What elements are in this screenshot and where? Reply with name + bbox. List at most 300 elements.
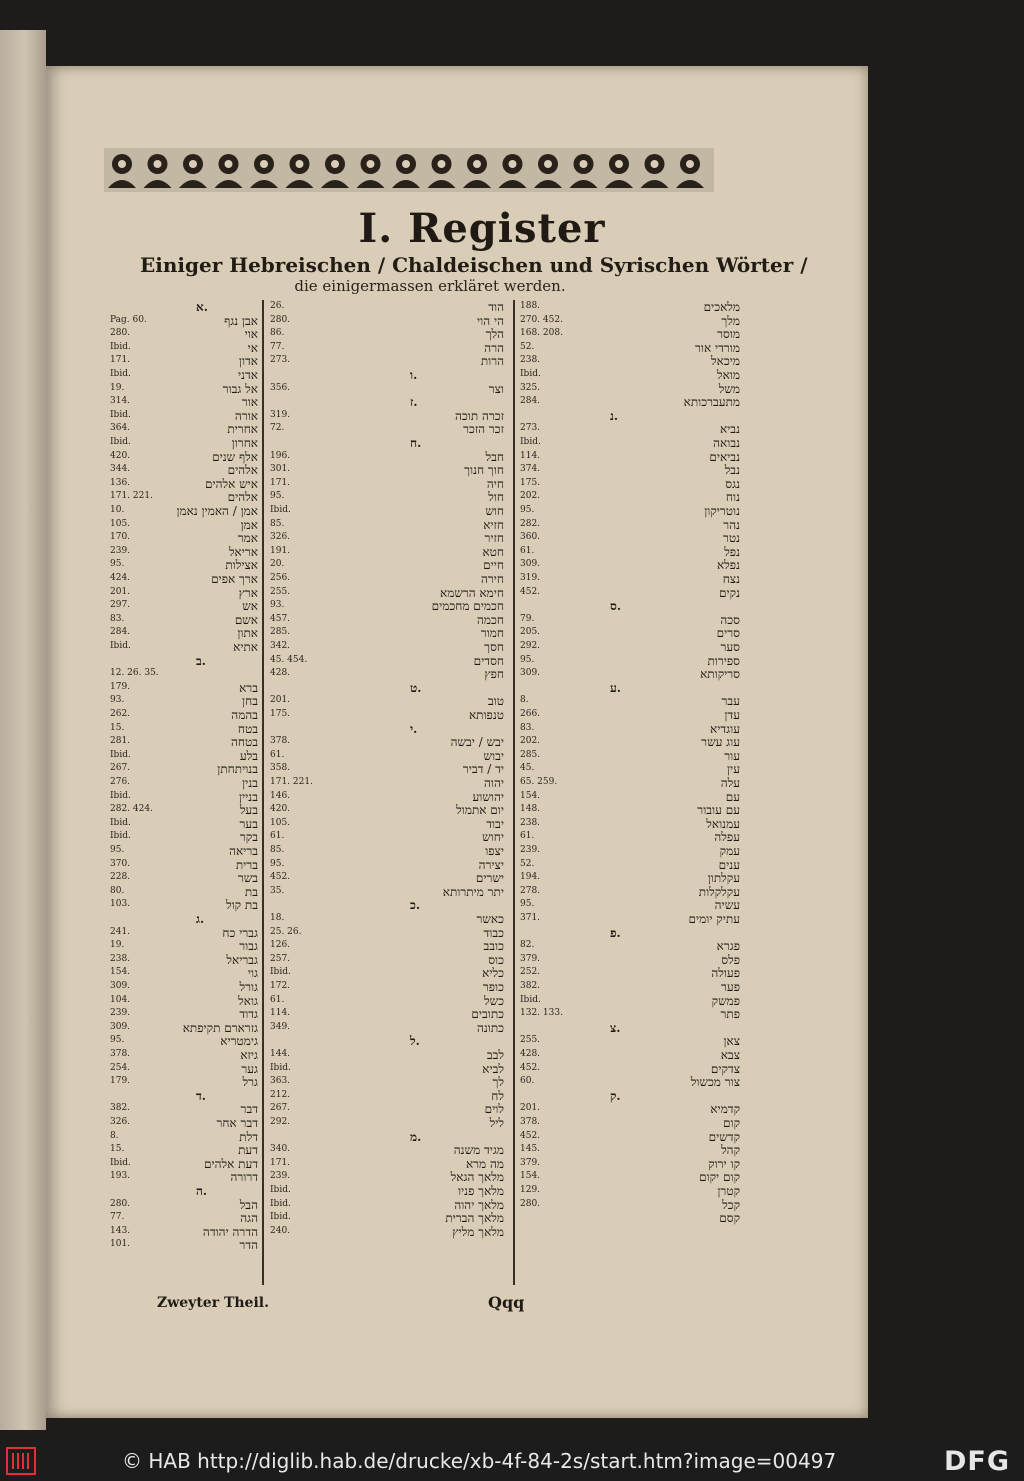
hebrew-word: יבוש [483,748,504,763]
page-reference: 205. [520,627,541,638]
page-reference: 262. [110,709,131,719]
page-reference: 255. [270,586,291,597]
page-reference: Ibid. [110,641,131,651]
page-reference: 267. [110,763,131,774]
hebrew-word: בטח [237,721,258,736]
page-reference: 61. [270,994,285,1005]
hebrew-word: קום יקום [699,1170,740,1185]
page-reference: 378. [270,736,291,747]
page-reference: Ibid. [110,817,131,828]
hebrew-word: סכה [720,612,740,627]
page-reference: 428. [270,668,291,679]
hebrew-word: עמק [719,844,740,858]
section-letter: ע. [610,680,621,695]
page-reference: 35. [270,885,285,896]
hebrew-word: גוי [247,966,258,981]
page-reference: 370. [110,858,131,869]
hebrew-word: מורדי אור [695,340,740,355]
hebrew-word: ארץ [238,585,258,600]
hebrew-word: חירה [480,572,504,586]
page-reference: 114. [520,450,541,461]
page-reference: 12. 26. 35. [110,668,159,679]
hebrew-word: בהמה [231,708,258,722]
hebrew-word: יצירה [478,857,504,872]
hebrew-word: חוך חנוך [464,463,504,478]
hebrew-word: כופר [482,980,504,994]
hebrew-word: בנויתחתן [217,762,258,777]
page-reference: 285. [520,749,541,760]
hebrew-word: בער [239,816,258,831]
hebrew-word: בריאה [229,844,258,858]
page-reference: 280. [110,328,131,339]
page-reference: 239. [110,545,131,556]
hebrew-word: לח [491,1088,504,1103]
page-reference: 61. [520,545,535,556]
hebrew-word: גבור [239,939,258,954]
page-reference: Ibid. [270,1062,291,1073]
page-reference: 297. [110,600,131,611]
hebrew-word: חזיר [484,531,504,546]
hebrew-word: סריקותא [700,667,740,682]
page-reference: 256. [270,573,291,583]
hebrew-word: אל גבור [222,381,258,396]
page-reference: 168. 208. [520,328,563,339]
column-divider [513,300,515,1285]
hebrew-word: משל [718,381,740,396]
hebrew-word: חטא [482,544,504,559]
page-reference: 378. [110,1049,131,1059]
page-reference: 280. [520,1198,541,1209]
page-reference: 374. [520,464,541,475]
hebrew-word: אבן נגף [224,313,258,328]
ornament-band [104,148,714,192]
page-reference: 238. [520,355,541,366]
hebrew-word: כאשר [476,912,504,926]
page-reference: 95. [110,1035,125,1046]
page-reference: 314. [110,396,131,407]
page-reference: 273. [520,423,541,434]
hebrew-word: אוי [244,327,258,342]
page-reference: 95. [110,559,125,570]
section-letter: פ. [610,925,621,940]
hebrew-word: מלאך יהוה [454,1197,504,1212]
page-reference: 452. [520,586,541,597]
hebrew-word: גדוד [239,1007,258,1022]
page-reference: 319. [270,409,291,420]
hebrew-word: דבר [240,1102,258,1117]
page-reference: 276. [110,777,131,787]
hebrew-word: פלס [721,952,740,967]
page-reference: 26. [270,301,285,311]
page-reference: Ibid. [110,341,131,352]
hebrew-word: חיה [486,476,504,491]
section-letter: ק. [610,1088,621,1103]
page-reference: 292. [520,641,541,651]
page-reference: 280. [270,314,291,325]
hebrew-word: חסך [484,640,504,654]
hebrew-word: כבוד [483,925,504,940]
page-reference: 45. [520,763,535,774]
hebrew-word: אלהים [227,490,258,505]
page-reference: 326. [110,1117,131,1127]
page-reference: 52. [520,341,535,352]
hebrew-word: עקלקלות [698,884,740,899]
page-reference: 360. [520,532,541,543]
hebrew-word: צבא [720,1048,740,1062]
hebrew-word: דלת [239,1129,258,1144]
hebrew-word: נפלא [716,558,740,573]
hebrew-word: מלאך הגאל [450,1170,504,1185]
page-reference: 363. [270,1076,291,1087]
hebrew-word: נבל [724,463,740,478]
hebrew-word: לוים [484,1102,504,1117]
hebrew-word: מלאך הברית [445,1211,504,1226]
page-reference: 145. [520,1144,541,1155]
hebrew-word: יהושוע [472,789,504,804]
hebrew-word: עתיק יומים [688,912,740,926]
section-letter: צ. [610,1020,621,1035]
page-reference: Ibid. [110,749,131,760]
page-reference: 8. [110,1130,119,1141]
hebrew-word: אלהים [227,463,258,478]
page-reference: 93. [270,600,285,611]
page-reference: 77. [270,341,285,352]
page-reference: 420. [270,804,291,815]
hebrew-word: נבואה [713,436,740,450]
hebrew-word: אתיא [233,640,258,654]
hebrew-word: קהל [721,1143,740,1158]
page-reference: 95. [520,899,535,910]
hebrew-word: עמנואל [706,816,740,831]
hebrew-word: חבל [485,449,504,464]
page-reference: 371. [520,913,541,923]
hebrew-word: אורה [234,408,258,423]
hebrew-word: אור [241,395,258,410]
page-reference: 292. [270,1117,291,1127]
page-reference: 309. [520,668,541,679]
page-reference: 83. [110,613,125,624]
page-reference: Ibid. [520,994,541,1005]
page-reference: 65. 259. [520,777,558,787]
page-reference: 282. [520,518,541,529]
hebrew-word: עדן [724,708,740,722]
hebrew-word: נוטריקון [704,504,740,518]
hebrew-word: ישרים [475,871,504,886]
page-reference: Ibid. [270,1212,291,1223]
page-reference: 144. [270,1049,291,1059]
page-reference: 171. 221. [270,777,313,787]
hebrew-word: אשם [234,612,258,627]
page-reference: 188. [520,301,541,311]
hebrew-word: יבש / יבשה [450,735,504,750]
page-reference: 148. [520,804,541,815]
page-reference: 201. [110,586,131,597]
page-reference: 424. [110,573,131,583]
page-reference: 25. 26. [270,926,302,937]
page-reference: 239. [270,1171,291,1182]
page-reference: 129. [520,1185,541,1195]
hebrew-word: הוד [488,300,504,314]
hebrew-word: פגרא [716,939,740,954]
hebrew-word: מלאכים [703,300,740,314]
page-reference: Ibid. [520,369,541,379]
section-letter: ג. [196,912,205,926]
page-reference: 281. [110,736,131,747]
hebrew-word: גער [241,1061,258,1076]
page-reference: 349. [270,1021,291,1032]
hebrew-word: עפלה [714,830,740,845]
page-reference: 19. [110,382,125,393]
page-reference: 114. [270,1008,291,1019]
page-reference: 86. [270,328,285,339]
page-reference: Ibid. [110,790,131,801]
attribution-bar [0,1440,1024,1481]
hebrew-word: נטר [722,531,740,546]
page-reference: 154. [110,967,131,978]
hebrew-word: לך [492,1075,504,1090]
page-reference: 379. [520,1157,541,1168]
hebrew-word: אתון [237,626,258,641]
section-letter: ד. [196,1088,206,1103]
section-letter: א. [196,300,208,314]
hebrew-word: בניין [238,789,258,804]
page-reference: Ibid. [110,1157,131,1168]
page-reference: 154. [520,1171,541,1182]
hebrew-word: ספירות [707,653,740,668]
hebrew-word: נפל [724,544,740,559]
hebrew-word: יתר מיתרותא [442,884,504,899]
hebrew-word: קדמיא [710,1102,740,1117]
page-reference: 105. [270,817,291,828]
hebrew-word: סער [720,640,740,654]
page-reference: 212. [270,1089,291,1100]
library-logo-icon [6,1447,36,1475]
page-reference: 171. [110,355,131,366]
hebrew-word: בטחה [230,735,258,750]
hebrew-word: גרל [242,1075,258,1090]
hebrew-word: צדקים [710,1061,740,1076]
hebrew-word: צור מכשול [690,1075,740,1090]
hebrew-word: גורל [239,980,258,994]
page-reference: 255. [520,1035,541,1046]
hebrew-word: הבל [239,1197,258,1212]
page-reference: 379. [520,953,541,964]
hebrew-word: נביאים [709,449,740,464]
page-reference: 452. [520,1130,541,1141]
page-reference: Pag. 60. [110,314,147,325]
page-reference: 83. [520,722,535,733]
page-reference: 132. 133. [520,1008,563,1019]
page-reference: 252. [520,967,541,978]
hebrew-word: בת קול [225,898,258,913]
register-subline: die einigermassen erkläret werden. [294,277,566,295]
hebrew-word: גואל [238,993,258,1008]
hebrew-word: בחן [242,694,258,709]
page-reference: 15. [110,722,125,733]
hebrew-word: צאן [723,1034,740,1049]
hebrew-word: דרורה [230,1170,258,1185]
hebrew-word: סרים [716,626,740,641]
hebrew-word: עשיה [714,898,740,913]
hebrew-word: הי הוי [477,313,504,328]
page-reference: 356. [270,382,291,393]
page-reference: 266. [520,709,541,719]
section-letter: כ. [410,898,421,913]
page-reference: 45. 454. [270,654,308,665]
page-reference: 19. [110,940,125,951]
hebrew-word: מלאך מליץ [452,1224,504,1239]
hebrew-word: פתר [720,1007,740,1022]
hebrew-word: חפץ [484,667,504,682]
section-letter: ס. [610,599,622,614]
page-reference: 309. [110,981,131,991]
hebrew-word: עם עובור [697,803,740,818]
page-reference: 60. [520,1076,535,1087]
hebrew-word: יבוד [486,816,504,831]
hebrew-word: חיים [483,558,504,573]
page-reference: 239. [110,1008,131,1019]
page-reference: 82. [520,940,535,951]
hebrew-word: חכמה [477,612,504,627]
hebrew-word: חזיא [483,517,504,532]
page-reference: Ibid. [270,967,291,978]
hebrew-word: כליא [482,966,504,981]
page-reference: 18. [270,913,285,923]
hebrew-word: חול [488,490,504,505]
page-reference: 342. [270,641,291,651]
hebrew-word: יד / דביר [462,762,504,777]
hebrew-word: עור [724,748,740,763]
page-reference: 61. [270,831,285,842]
hebrew-word: חימא הרשמא [440,585,504,600]
footer-signature: Qqq [488,1293,525,1312]
hebrew-word: חוש [485,504,504,518]
page-reference: 15. [110,1144,125,1155]
page-reference: 80. [110,885,125,896]
hebrew-word: מלאך פניו [457,1184,504,1198]
page-reference: 193. [110,1171,131,1182]
page-reference: 61. [270,749,285,760]
hebrew-word: גברי כח [222,925,258,940]
hebrew-word: מיכאל [711,354,740,369]
hebrew-word: יום אתמול [456,803,504,818]
section-letter: ב. [196,653,206,668]
hebrew-word: ברית [235,857,258,872]
hebrew-word: פעולה [711,966,740,981]
hebrew-word: קדשים [708,1129,740,1144]
page-reference: 95. [520,654,535,665]
page-reference: 309. [520,559,541,570]
page-reference: 171. [270,1157,291,1168]
page-reference: 340. [270,1144,291,1155]
hebrew-word: אחרית [227,422,258,437]
hebrew-word: גבריאל [226,952,258,967]
hebrew-word: איש אלהים [204,476,258,491]
page-reference: 309. [110,1021,131,1032]
hebrew-word: אריאל [228,544,258,559]
page-reference: 8. [520,695,529,706]
page-reference: 201. [270,695,291,706]
page-reference: 175. [270,709,291,719]
page-reference: 382. [110,1103,131,1114]
hebrew-word: עבר [721,694,740,709]
hebrew-word: גזרארם תקיפתא [182,1020,258,1035]
hebrew-word: דבר אחר [216,1116,258,1130]
hebrew-word: עין [727,762,740,777]
hebrew-word: אמן [240,517,258,532]
page-reference: 191. [270,545,291,556]
page-reference: 273. [270,355,291,366]
section-letter: נ. [610,408,619,423]
page-reference: 238. [520,817,541,828]
page-reference: 170. [110,532,131,543]
page-reference: 179. [110,1076,131,1087]
page-reference: 364. [110,423,131,434]
hebrew-word: נהר [723,517,740,532]
page-reference: 201. [520,1103,541,1114]
page-reference: 319. [520,573,541,583]
page-reference: 420. [110,450,131,461]
hebrew-word: בעל [239,803,258,818]
page-reference: 72. [270,423,285,434]
column-divider [262,300,264,1285]
hebrew-word: אצילות [225,558,258,573]
hebrew-word: זכר הזכר [463,422,504,437]
hebrew-word: קכל [722,1197,740,1212]
hebrew-word: חמור [480,626,504,641]
page-reference: 238. [110,953,131,964]
page-reference: 101. [110,1239,131,1250]
page-reference: 202. [520,491,541,502]
page-reference: 284. [520,396,541,407]
hebrew-word: גיזא [240,1048,258,1062]
hebrew-word: אדני [237,368,258,382]
page-reference: 10. [110,505,125,515]
hebrew-word: כתונה [476,1020,504,1035]
hebrew-word: אמן / האמין נאמן [176,504,258,518]
register-subtitle: Einiger Hebreischen / Chaldeischen und Syrischen Wörter / [140,253,808,277]
hebrew-word: הלך [485,327,504,342]
page-reference: Ibid. [110,831,131,842]
page-reference: 52. [520,858,535,869]
hebrew-word: ארך אפים [211,572,258,586]
hebrew-word: הרות [480,354,504,369]
hebrew-word: יחוש [482,830,504,845]
copyright-url[interactable]: © HAB http://diglib.hab.de/drucke/xb-4f-84-2s/start.htm?image=00497 [122,1449,837,1473]
page-reference: 254. [110,1062,131,1073]
hebrew-word: דעת אלהים [203,1156,258,1171]
hebrew-word: ליל [489,1116,504,1130]
hebrew-word: הרה [484,340,504,355]
hebrew-word: קו ירוק [708,1156,740,1171]
page-reference: Ibid. [270,1198,291,1209]
hebrew-word: לביא [482,1061,504,1076]
page-reference: 95. [270,491,285,502]
hebrew-word: יהוה [483,776,504,790]
page-reference: 325. [520,382,541,393]
page-reference: 270. 452. [520,314,563,325]
page-reference: 20. [270,559,285,570]
hebrew-word: בקר [239,830,258,845]
section-letter: ז. [410,395,418,410]
hebrew-word: אלף שנים [212,449,258,464]
page-reference: 95. [520,505,535,515]
hebrew-word: בת [244,884,258,899]
hebrew-word: מלך [721,313,740,328]
page-reference: 175. [520,477,541,488]
page-reference: 171. [270,477,291,488]
section-letter: ח. [410,436,422,450]
